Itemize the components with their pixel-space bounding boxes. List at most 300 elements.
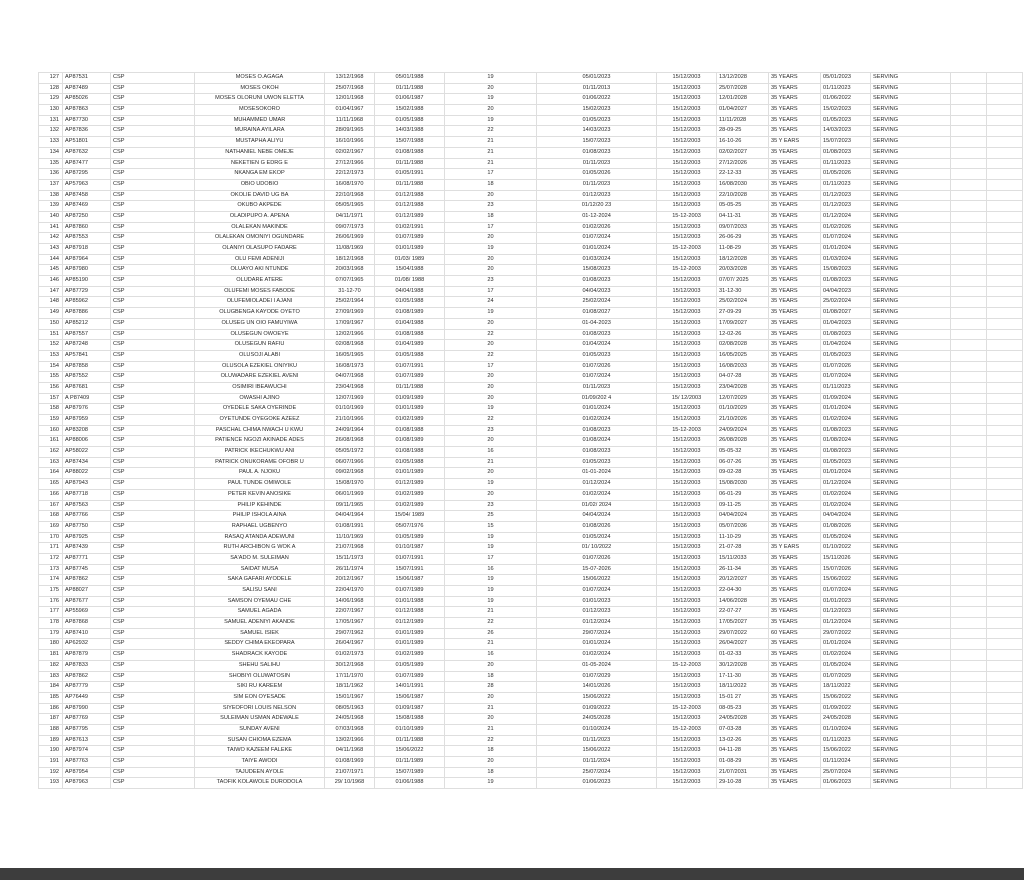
table-cell[interactable] (951, 158, 987, 169)
table-cell[interactable]: 15/12/2003 (657, 276, 717, 287)
table-cell[interactable] (951, 500, 987, 511)
table-cell[interactable] (987, 147, 1023, 158)
table-cell[interactable]: 27/12/2026 (717, 158, 769, 169)
table-cell[interactable]: 01/04/2023 (821, 318, 871, 329)
table-cell[interactable]: 01/11/2023 (821, 179, 871, 190)
table-cell[interactable]: OLUSOLA EZEKIEL ONIYIKU (195, 361, 325, 372)
table-cell[interactable]: CSP (111, 382, 195, 393)
table-cell[interactable]: 15/12/2003 (657, 340, 717, 351)
table-cell[interactable]: MOSES O.AGAGA (195, 73, 325, 84)
table-cell[interactable]: 01/02/2024 (537, 650, 657, 661)
table-cell[interactable]: AP87836 (63, 126, 111, 137)
table-cell[interactable]: CSP (111, 778, 195, 789)
table-cell[interactable]: 29/07/1962 (325, 628, 375, 639)
table-cell[interactable]: 35 YEARS (769, 308, 821, 319)
table-cell[interactable]: 16 (445, 447, 537, 458)
table-cell[interactable]: CSP (111, 115, 195, 126)
table-cell[interactable]: CSP (111, 105, 195, 116)
table-cell[interactable]: CSP (111, 511, 195, 522)
table-cell[interactable]: 25/02/2024 (717, 297, 769, 308)
table-cell[interactable]: 01/12/2023 (821, 201, 871, 212)
table-cell[interactable]: 18/11/2022 (821, 682, 871, 693)
table-cell[interactable]: 29/ 10/1968 (325, 778, 375, 789)
table-cell[interactable]: 184 (39, 682, 63, 693)
table-cell[interactable]: 21 (445, 457, 537, 468)
table-cell[interactable]: PAUL TUNDE OMIWOLE (195, 479, 325, 490)
table-cell[interactable]: SAIDAT MUSA (195, 564, 325, 575)
table-cell[interactable] (987, 447, 1023, 458)
table-cell[interactable]: 15/12/2003 (657, 521, 717, 532)
table-cell[interactable]: CSP (111, 586, 195, 597)
table-cell[interactable]: 15/12/2003 (657, 382, 717, 393)
table-cell[interactable] (951, 639, 987, 650)
table-cell[interactable]: 04/07/1968 (325, 372, 375, 383)
table-cell[interactable]: 185 (39, 692, 63, 703)
table-cell[interactable]: 15/11/2026 (821, 553, 871, 564)
table-cell[interactable]: 01/06/2022 (821, 94, 871, 105)
table-cell[interactable]: AP87729 (63, 286, 111, 297)
table-cell[interactable] (987, 415, 1023, 426)
table-cell[interactable]: 15/12/2003 (657, 564, 717, 575)
table-cell[interactable] (951, 607, 987, 618)
table-cell[interactable] (987, 735, 1023, 746)
table-cell[interactable]: 08-05-23 (717, 703, 769, 714)
table-cell[interactable]: 13/12/2028 (717, 73, 769, 84)
table-cell[interactable]: 26/11/1974 (325, 564, 375, 575)
table-cell[interactable]: 01/08/2023 (821, 147, 871, 158)
table-cell[interactable]: TAIYE AWODI (195, 757, 325, 768)
table-cell[interactable]: 179 (39, 628, 63, 639)
table-cell[interactable]: 01/01/2024 (821, 468, 871, 479)
table-cell[interactable]: CSP (111, 682, 195, 693)
table-cell[interactable]: 01/02/2026 (537, 222, 657, 233)
table-cell[interactable]: AP87557 (63, 329, 111, 340)
table-cell[interactable] (987, 73, 1023, 84)
table-cell[interactable]: 30/12/1968 (325, 660, 375, 671)
table-cell[interactable] (951, 724, 987, 735)
table-cell[interactable] (987, 436, 1023, 447)
table-cell[interactable]: 35 YEARS (769, 372, 821, 383)
table-cell[interactable]: 01/08/2023 (537, 276, 657, 287)
table-cell[interactable]: AP87862 (63, 575, 111, 586)
table-cell[interactable]: 35 YEARS (769, 436, 821, 447)
table-cell[interactable]: 135 (39, 158, 63, 169)
table-cell[interactable]: AP85212 (63, 318, 111, 329)
table-cell[interactable] (987, 586, 1023, 597)
table-cell[interactable] (987, 607, 1023, 618)
table-cell[interactable]: 15/12/2003 (657, 692, 717, 703)
table-cell[interactable]: 01/10/2029 (717, 404, 769, 415)
table-cell[interactable]: SERVING (871, 350, 951, 361)
table-cell[interactable]: 01/12/2023 (821, 607, 871, 618)
table-cell[interactable]: AP87863 (63, 105, 111, 116)
table-cell[interactable]: AP57963 (63, 179, 111, 190)
table-cell[interactable]: 142 (39, 233, 63, 244)
table-cell[interactable]: 01/02/2026 (821, 222, 871, 233)
table-cell[interactable]: SAMSON OYEMAU CHE (195, 596, 325, 607)
table-cell[interactable]: 15/12/2003 (657, 447, 717, 458)
table-cell[interactable] (951, 468, 987, 479)
table-cell[interactable]: 01/07/1989 (375, 372, 445, 383)
table-cell[interactable]: 15/12/2003 (657, 329, 717, 340)
table-cell[interactable]: CSP (111, 724, 195, 735)
table-cell[interactable]: 35 YEARS (769, 105, 821, 116)
table-cell[interactable]: 26/06/1969 (325, 233, 375, 244)
table-cell[interactable]: CSP (111, 757, 195, 768)
table-cell[interactable]: 01/07/1989 (375, 671, 445, 682)
table-cell[interactable]: 35 YEARS (769, 329, 821, 340)
table-cell[interactable]: SERVING (871, 500, 951, 511)
table-cell[interactable]: 35 YEARS (769, 361, 821, 372)
table-cell[interactable] (987, 265, 1023, 276)
table-cell[interactable]: SUSAN CHIOMA EZEMA (195, 735, 325, 746)
table-cell[interactable]: 01/01/1989 (375, 404, 445, 415)
table-cell[interactable]: 35 YEARS (769, 767, 821, 778)
table-cell[interactable]: 35 YEARS (769, 425, 821, 436)
table-cell[interactable]: CSP (111, 308, 195, 319)
table-cell[interactable] (987, 115, 1023, 126)
table-cell[interactable]: 35 YEARS (769, 94, 821, 105)
table-cell[interactable]: 19 (445, 244, 537, 255)
table-cell[interactable]: 17 (445, 222, 537, 233)
table-cell[interactable]: AP87458 (63, 190, 111, 201)
table-cell[interactable]: 21 (445, 137, 537, 148)
table-cell[interactable] (951, 682, 987, 693)
table-cell[interactable]: AP87858 (63, 361, 111, 372)
table-cell[interactable]: 20/03/1968 (325, 265, 375, 276)
table-cell[interactable]: RASAQ ATANDA ADEWUNI (195, 532, 325, 543)
table-cell[interactable]: 35 YEARS (769, 564, 821, 575)
table-cell[interactable]: 21 (445, 724, 537, 735)
table-cell[interactable]: 30/12/2028 (717, 660, 769, 671)
table-cell[interactable]: CSP (111, 521, 195, 532)
table-cell[interactable]: 01/08/2024 (537, 436, 657, 447)
table-cell[interactable]: 35 YEARS (769, 254, 821, 265)
table-cell[interactable]: 01/11/2024 (537, 757, 657, 768)
table-cell[interactable]: 15/12/2003 (657, 190, 717, 201)
table-cell[interactable]: 15-12-2003 (657, 211, 717, 222)
table-cell[interactable]: AP87862 (63, 671, 111, 682)
table-cell[interactable]: AP87879 (63, 650, 111, 661)
table-cell[interactable]: SERVING (871, 244, 951, 255)
table-cell[interactable]: 20 (445, 714, 537, 725)
table-cell[interactable]: 15/12/2003 (657, 532, 717, 543)
table-cell[interactable]: 21/07/2031 (717, 767, 769, 778)
table-cell[interactable]: 35 YEARS (769, 318, 821, 329)
table-cell[interactable]: 134 (39, 147, 63, 158)
table-cell[interactable]: 05-05-32 (717, 447, 769, 458)
table-cell[interactable]: AP87553 (63, 233, 111, 244)
table-cell[interactable]: PHILIP ISHOLA AINA (195, 511, 325, 522)
table-cell[interactable] (951, 714, 987, 725)
table-cell[interactable]: SERVING (871, 425, 951, 436)
table-cell[interactable]: 31-12-70 (325, 286, 375, 297)
table-cell[interactable]: SERVING (871, 83, 951, 94)
table-cell[interactable]: SULEIMAN USMAN ADEWALE (195, 714, 325, 725)
table-cell[interactable]: 06-01-29 (717, 489, 769, 500)
table-cell[interactable] (951, 650, 987, 661)
table-cell[interactable]: 01/10/2024 (537, 724, 657, 735)
table-cell[interactable]: AP87718 (63, 489, 111, 500)
table-cell[interactable]: 01/02/1989 (375, 650, 445, 661)
table-cell[interactable]: CSP (111, 532, 195, 543)
table-cell[interactable]: 04/04/2023 (537, 286, 657, 297)
table-cell[interactable]: 22 (445, 329, 537, 340)
table-cell[interactable]: SERVING (871, 671, 951, 682)
table-cell[interactable]: 15/12/2003 (657, 286, 717, 297)
table-cell[interactable]: 35 YEARS (769, 714, 821, 725)
table-cell[interactable]: TAJUDEEN AYOLE (195, 767, 325, 778)
table-cell[interactable]: 35 YEARS (769, 350, 821, 361)
table-cell[interactable] (987, 564, 1023, 575)
table-cell[interactable]: 188 (39, 724, 63, 735)
table-cell[interactable]: 20 (445, 372, 537, 383)
table-cell[interactable]: 01/01/1989 (375, 244, 445, 255)
table-cell[interactable]: CSP (111, 361, 195, 372)
table-cell[interactable]: CSP (111, 425, 195, 436)
table-cell[interactable]: 15/12/2003 (657, 468, 717, 479)
table-cell[interactable]: 01/07/2026 (821, 361, 871, 372)
table-cell[interactable]: 20 (445, 468, 537, 479)
table-cell[interactable]: 15/07/2026 (821, 564, 871, 575)
table-cell[interactable]: SA'ADO M. SULEIMAN (195, 553, 325, 564)
table-cell[interactable]: 17/09/1967 (325, 318, 375, 329)
table-cell[interactable] (987, 703, 1023, 714)
table-cell[interactable]: 01/10/1987 (375, 543, 445, 554)
table-cell[interactable]: CSP (111, 233, 195, 244)
table-cell[interactable]: 23 (445, 425, 537, 436)
table-cell[interactable]: 131 (39, 115, 63, 126)
table-cell[interactable]: 15/04/1988 (375, 265, 445, 276)
table-cell[interactable]: 01/06/1988 (375, 778, 445, 789)
table-cell[interactable]: NEKETIEN G EDRG E (195, 158, 325, 169)
table-cell[interactable]: 01/06/2022 (537, 94, 657, 105)
table-cell[interactable]: CSP (111, 650, 195, 661)
table-cell[interactable] (951, 297, 987, 308)
table-cell[interactable]: 01/08/1989 (375, 436, 445, 447)
table-cell[interactable]: 15/01/1967 (325, 692, 375, 703)
table-cell[interactable]: AP55969 (63, 607, 111, 618)
table-cell[interactable]: OSIMIRI IBEAWUCHI (195, 382, 325, 393)
table-cell[interactable] (951, 532, 987, 543)
table-cell[interactable]: 15/12/2003 (657, 575, 717, 586)
table-cell[interactable]: SERVING (871, 692, 951, 703)
table-cell[interactable]: 15/12/2003 (657, 254, 717, 265)
table-cell[interactable] (987, 201, 1023, 212)
table-cell[interactable] (987, 628, 1023, 639)
table-cell[interactable]: 15-12-2003 (657, 425, 717, 436)
table-cell[interactable]: SIM EON OYESADE (195, 692, 325, 703)
table-cell[interactable] (951, 735, 987, 746)
table-cell[interactable]: PHILIP KEHINDE (195, 500, 325, 511)
table-cell[interactable]: MOSES OKOH (195, 83, 325, 94)
table-cell[interactable]: 01/04/1967 (325, 105, 375, 116)
table-cell[interactable]: 01/05/2026 (821, 169, 871, 180)
table-cell[interactable]: 60 YEARS (769, 628, 821, 639)
table-cell[interactable]: 04/04/2024 (537, 511, 657, 522)
table-cell[interactable]: 05/01/2023 (821, 73, 871, 84)
table-cell[interactable]: 35 YEARS (769, 489, 821, 500)
table-cell[interactable]: 22-12-33 (717, 169, 769, 180)
table-cell[interactable]: SERVING (871, 372, 951, 383)
table-cell[interactable]: 16/08/1973 (325, 361, 375, 372)
table-cell[interactable]: SERVING (871, 714, 951, 725)
table-cell[interactable] (951, 126, 987, 137)
table-cell[interactable]: 161 (39, 436, 63, 447)
table-cell[interactable]: 25/02/2024 (537, 297, 657, 308)
table-cell[interactable]: AP83208 (63, 425, 111, 436)
table-cell[interactable]: OLUFEMIOLADEI I AJANI (195, 297, 325, 308)
table-cell[interactable]: 01/05/2026 (537, 169, 657, 180)
table-cell[interactable]: CSP (111, 553, 195, 564)
table-cell[interactable]: 12/01/1968 (325, 94, 375, 105)
table-cell[interactable]: 12/07/1969 (325, 393, 375, 404)
table-cell[interactable]: 35 YEARS (769, 778, 821, 789)
table-cell[interactable]: 15/08/2023 (537, 265, 657, 276)
table-cell[interactable]: SERVING (871, 329, 951, 340)
table-cell[interactable]: 01/10/1969 (325, 404, 375, 415)
table-cell[interactable]: SERVING (871, 105, 951, 116)
table-cell[interactable] (951, 618, 987, 629)
table-cell[interactable]: 15/12/2003 (657, 73, 717, 84)
table-cell[interactable]: OLUSEGUN OWOEYE (195, 329, 325, 340)
table-cell[interactable]: 01/12/1988 (375, 607, 445, 618)
table-cell[interactable]: A P87409 (63, 393, 111, 404)
table-cell[interactable]: 171 (39, 543, 63, 554)
table-cell[interactable]: 01/07/1989 (375, 233, 445, 244)
table-cell[interactable]: 01/07/2024 (821, 372, 871, 383)
table-cell[interactable]: 15/12/2003 (657, 222, 717, 233)
table-cell[interactable]: 01/12/1989 (375, 618, 445, 629)
table-cell[interactable]: 15/12/2003 (657, 137, 717, 148)
table-cell[interactable]: 25/07/2028 (717, 83, 769, 94)
table-cell[interactable]: 01/02/1989 (375, 500, 445, 511)
table-cell[interactable]: 35 YEARS (769, 126, 821, 137)
table-cell[interactable] (951, 222, 987, 233)
table-cell[interactable] (951, 778, 987, 789)
table-cell[interactable] (987, 639, 1023, 650)
table-cell[interactable]: 21 (445, 639, 537, 650)
table-cell[interactable]: AP85190 (63, 276, 111, 287)
table-cell[interactable]: 19 (445, 308, 537, 319)
table-cell[interactable]: AP87925 (63, 532, 111, 543)
table-cell[interactable] (951, 350, 987, 361)
table-cell[interactable]: 128 (39, 83, 63, 94)
table-cell[interactable] (987, 297, 1023, 308)
table-cell[interactable]: SERVING (871, 607, 951, 618)
table-cell[interactable]: 01/07/1989 (375, 586, 445, 597)
table-cell[interactable]: 01/05/2023 (537, 457, 657, 468)
table-cell[interactable]: 15-12-2003 (657, 724, 717, 735)
table-cell[interactable]: 16/05/1965 (325, 350, 375, 361)
table-cell[interactable]: 192 (39, 767, 63, 778)
table-cell[interactable] (951, 115, 987, 126)
table-cell[interactable]: CSP (111, 244, 195, 255)
table-cell[interactable]: 35 YEARS (769, 500, 821, 511)
table-cell[interactable]: AP51801 (63, 137, 111, 148)
table-cell[interactable]: 166 (39, 489, 63, 500)
table-cell[interactable]: 17 (445, 553, 537, 564)
table-cell[interactable]: 26/08/2028 (717, 436, 769, 447)
table-cell[interactable]: 16/10/1966 (325, 137, 375, 148)
table-cell[interactable]: SERVING (871, 543, 951, 554)
table-cell[interactable]: OYEDELE SAKA OYERINDE (195, 404, 325, 415)
table-cell[interactable] (951, 105, 987, 116)
table-cell[interactable]: 21-07-28 (717, 543, 769, 554)
table-cell[interactable]: 01/09/2022 (821, 703, 871, 714)
table-cell[interactable]: 01/12/2024 (821, 211, 871, 222)
table-cell[interactable]: 25/02/1964 (325, 297, 375, 308)
table-cell[interactable]: SERVING (871, 382, 951, 393)
table-cell[interactable]: 15/06/2022 (375, 746, 445, 757)
table-cell[interactable] (951, 553, 987, 564)
table-cell[interactable]: AP87763 (63, 757, 111, 768)
table-cell[interactable]: 20 (445, 105, 537, 116)
table-cell[interactable]: SERVING (871, 564, 951, 575)
table-cell[interactable]: 01/01/2024 (821, 639, 871, 650)
table-cell[interactable]: 15/12/2003 (657, 318, 717, 329)
table-cell[interactable]: PASCHAL CHIMA NWACH U KWU (195, 425, 325, 436)
table-cell[interactable]: 01/08/2023 (537, 329, 657, 340)
table-cell[interactable]: 01/05/1991 (375, 169, 445, 180)
table-cell[interactable]: 01/05/1988 (375, 350, 445, 361)
table-cell[interactable]: 26/04/1967 (325, 639, 375, 650)
table-cell[interactable]: 15/06/1987 (375, 692, 445, 703)
table-cell[interactable]: 136 (39, 169, 63, 180)
table-cell[interactable]: 11/11/2028 (717, 115, 769, 126)
table-cell[interactable]: 21 (445, 147, 537, 158)
table-cell[interactable] (951, 393, 987, 404)
table-cell[interactable]: 01/05/2023 (821, 457, 871, 468)
table-cell[interactable] (987, 276, 1023, 287)
table-cell[interactable]: 11/08/1969 (325, 244, 375, 255)
table-cell[interactable]: 20 (445, 757, 537, 768)
table-cell[interactable]: 132 (39, 126, 63, 137)
table-cell[interactable]: AP87750 (63, 521, 111, 532)
table-cell[interactable]: 191 (39, 757, 63, 768)
table-cell[interactable]: 01/08/1988 (375, 425, 445, 436)
table-cell[interactable] (951, 746, 987, 757)
table-cell[interactable]: SERVING (871, 308, 951, 319)
table-cell[interactable]: SERVING (871, 190, 951, 201)
table-cell[interactable]: AP88022 (63, 468, 111, 479)
table-cell[interactable]: 35 YEARS (769, 532, 821, 543)
table-cell[interactable]: 01/09/2024 (821, 393, 871, 404)
table-cell[interactable] (987, 158, 1023, 169)
table-cell[interactable]: CSP (111, 457, 195, 468)
table-cell[interactable]: 35 YEARS (769, 618, 821, 629)
table-cell[interactable]: 01/01/2024 (537, 639, 657, 650)
table-cell[interactable]: 22-07-27 (717, 607, 769, 618)
table-cell[interactable]: 01/08/2023 (537, 447, 657, 458)
table-cell[interactable] (987, 767, 1023, 778)
table-cell[interactable]: 01/08/2023 (537, 147, 657, 158)
table-cell[interactable]: 01/08/2023 (821, 276, 871, 287)
table-cell[interactable]: 01/02/2024 (821, 489, 871, 500)
table-cell[interactable]: CSP (111, 158, 195, 169)
table-cell[interactable]: CSP (111, 596, 195, 607)
table-cell[interactable]: 15/12/2003 (657, 596, 717, 607)
table-cell[interactable]: SERVING (871, 233, 951, 244)
table-cell[interactable]: CSP (111, 254, 195, 265)
table-cell[interactable]: AP85962 (63, 297, 111, 308)
table-cell[interactable]: SERVING (871, 618, 951, 629)
table-cell[interactable]: 35 YEARS (769, 553, 821, 564)
table-cell[interactable]: 04/04/1964 (325, 511, 375, 522)
table-cell[interactable]: 01/12/2023 (537, 607, 657, 618)
table-cell[interactable]: 15/12/2003 (657, 404, 717, 415)
table-cell[interactable]: 01/11/2024 (821, 757, 871, 768)
